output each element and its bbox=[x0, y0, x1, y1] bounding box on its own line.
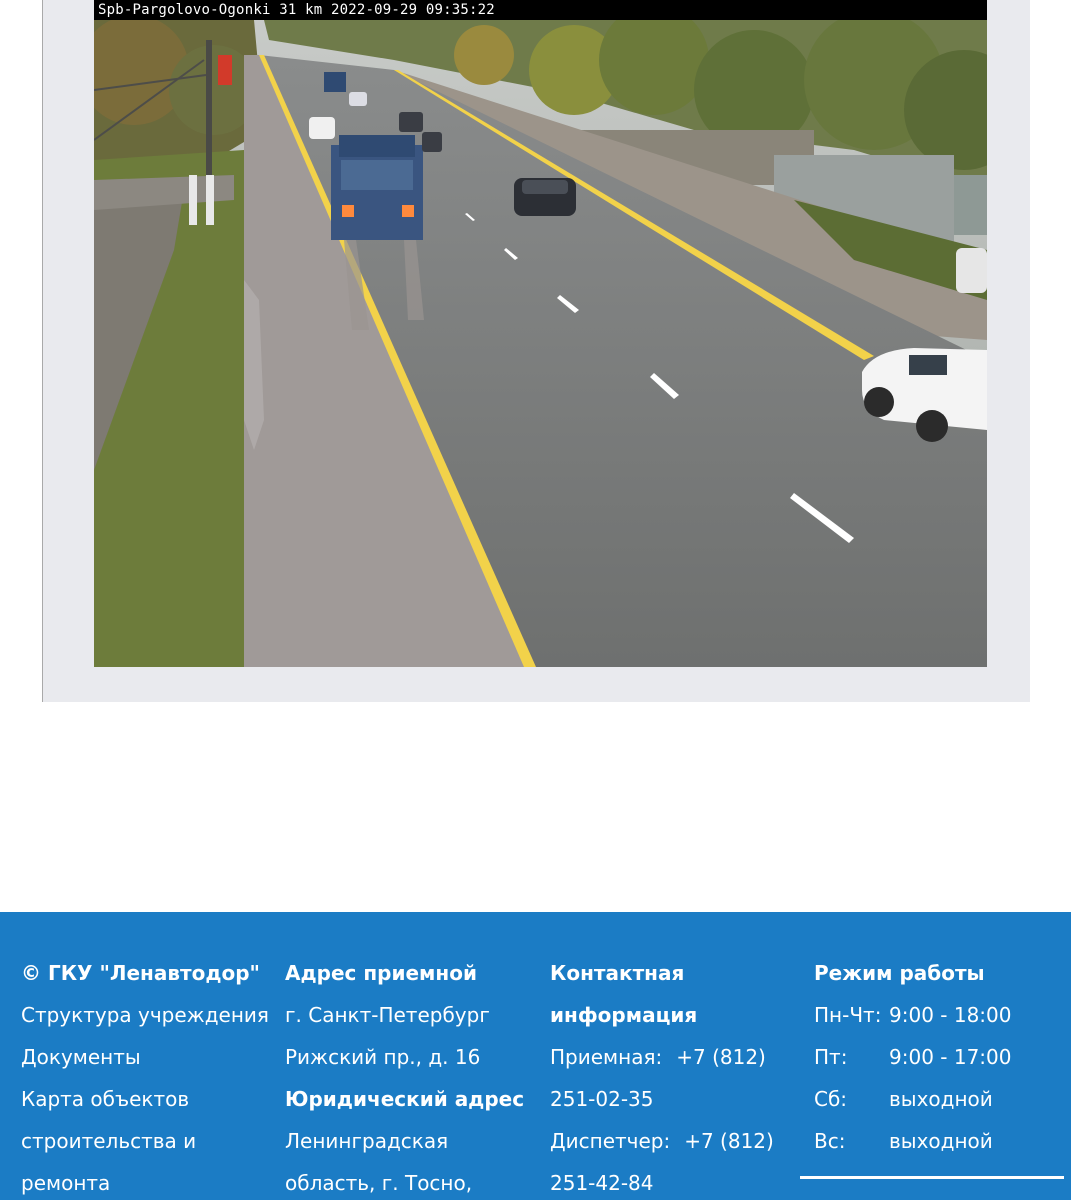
site-footer bbox=[0, 912, 1071, 1200]
footer-contacts-column bbox=[550, 952, 800, 1204]
dispatcher-contact bbox=[550, 1120, 800, 1162]
camera-timestamp-overlay: Spb-Pargolovo-Ogonki 31 km 2022-09-29 09:35:22 bbox=[94, 0, 987, 20]
hours-row bbox=[814, 1120, 1064, 1162]
footer-contacts-heading-2: информация bbox=[550, 1003, 698, 1027]
dispatcher-label: Диспетчер: bbox=[550, 1129, 671, 1153]
footer-address-column bbox=[285, 952, 535, 1204]
legal-address-heading: Юридический адрес bbox=[285, 1087, 525, 1111]
footer-link-structure[interactable]: Структура учреждения bbox=[21, 1003, 269, 1027]
dispatcher-phone-2[interactable]: 251-42-84 bbox=[550, 1171, 654, 1195]
footer-hours-heading: Режим работы bbox=[814, 961, 985, 985]
hours-row bbox=[814, 994, 1064, 1036]
footer-link-map-line-1[interactable]: Карта объектов bbox=[21, 1087, 190, 1111]
reception-contact bbox=[550, 1036, 800, 1078]
hours-row bbox=[814, 1078, 1064, 1120]
camera-panel bbox=[42, 0, 1030, 702]
legal-address-line: Ленинградская bbox=[285, 1129, 449, 1153]
legal-address-line: область, г. Тосно, bbox=[285, 1171, 473, 1195]
address-line: г. Санкт-Петербург bbox=[285, 1003, 490, 1027]
hours-time: 9:00 - 17:00 bbox=[889, 1045, 1012, 1069]
footer-address-heading: Адрес приемной bbox=[285, 961, 477, 985]
footer-link-map-line-3[interactable]: ремонта bbox=[21, 1171, 111, 1195]
footer-org-column bbox=[21, 952, 271, 1204]
footer-hours-column bbox=[814, 952, 1064, 1162]
hours-time: выходной bbox=[889, 1129, 993, 1153]
hours-day: Пн-Чт: bbox=[814, 1003, 882, 1027]
hours-time: 9:00 - 18:00 bbox=[889, 1003, 1012, 1027]
footer-link-documents[interactable]: Документы bbox=[21, 1045, 141, 1069]
hours-time: выходной bbox=[889, 1087, 993, 1111]
address-line: Рижский пр., д. 16 bbox=[285, 1045, 481, 1069]
footer-org-heading: © ГКУ "Ленавтодор" bbox=[21, 961, 260, 985]
dispatcher-phone-1[interactable]: +7 (812) bbox=[684, 1129, 774, 1153]
hours-day: Сб: bbox=[814, 1087, 848, 1111]
reception-phone-1[interactable]: +7 (812) bbox=[676, 1045, 766, 1069]
hours-day: Пт: bbox=[814, 1045, 848, 1069]
hours-row bbox=[814, 1036, 1064, 1078]
road-scene-image bbox=[94, 0, 987, 667]
reception-phone-2[interactable]: 251-02-35 bbox=[550, 1087, 654, 1111]
camera-snapshot bbox=[94, 0, 987, 667]
footer-link-map-line-2[interactable]: строительства и bbox=[21, 1129, 197, 1153]
footer-divider bbox=[800, 1176, 1064, 1179]
hours-day: Вс: bbox=[814, 1129, 846, 1153]
reception-label: Приемная: bbox=[550, 1045, 663, 1069]
footer-contacts-heading-1: Контактная bbox=[550, 961, 685, 985]
